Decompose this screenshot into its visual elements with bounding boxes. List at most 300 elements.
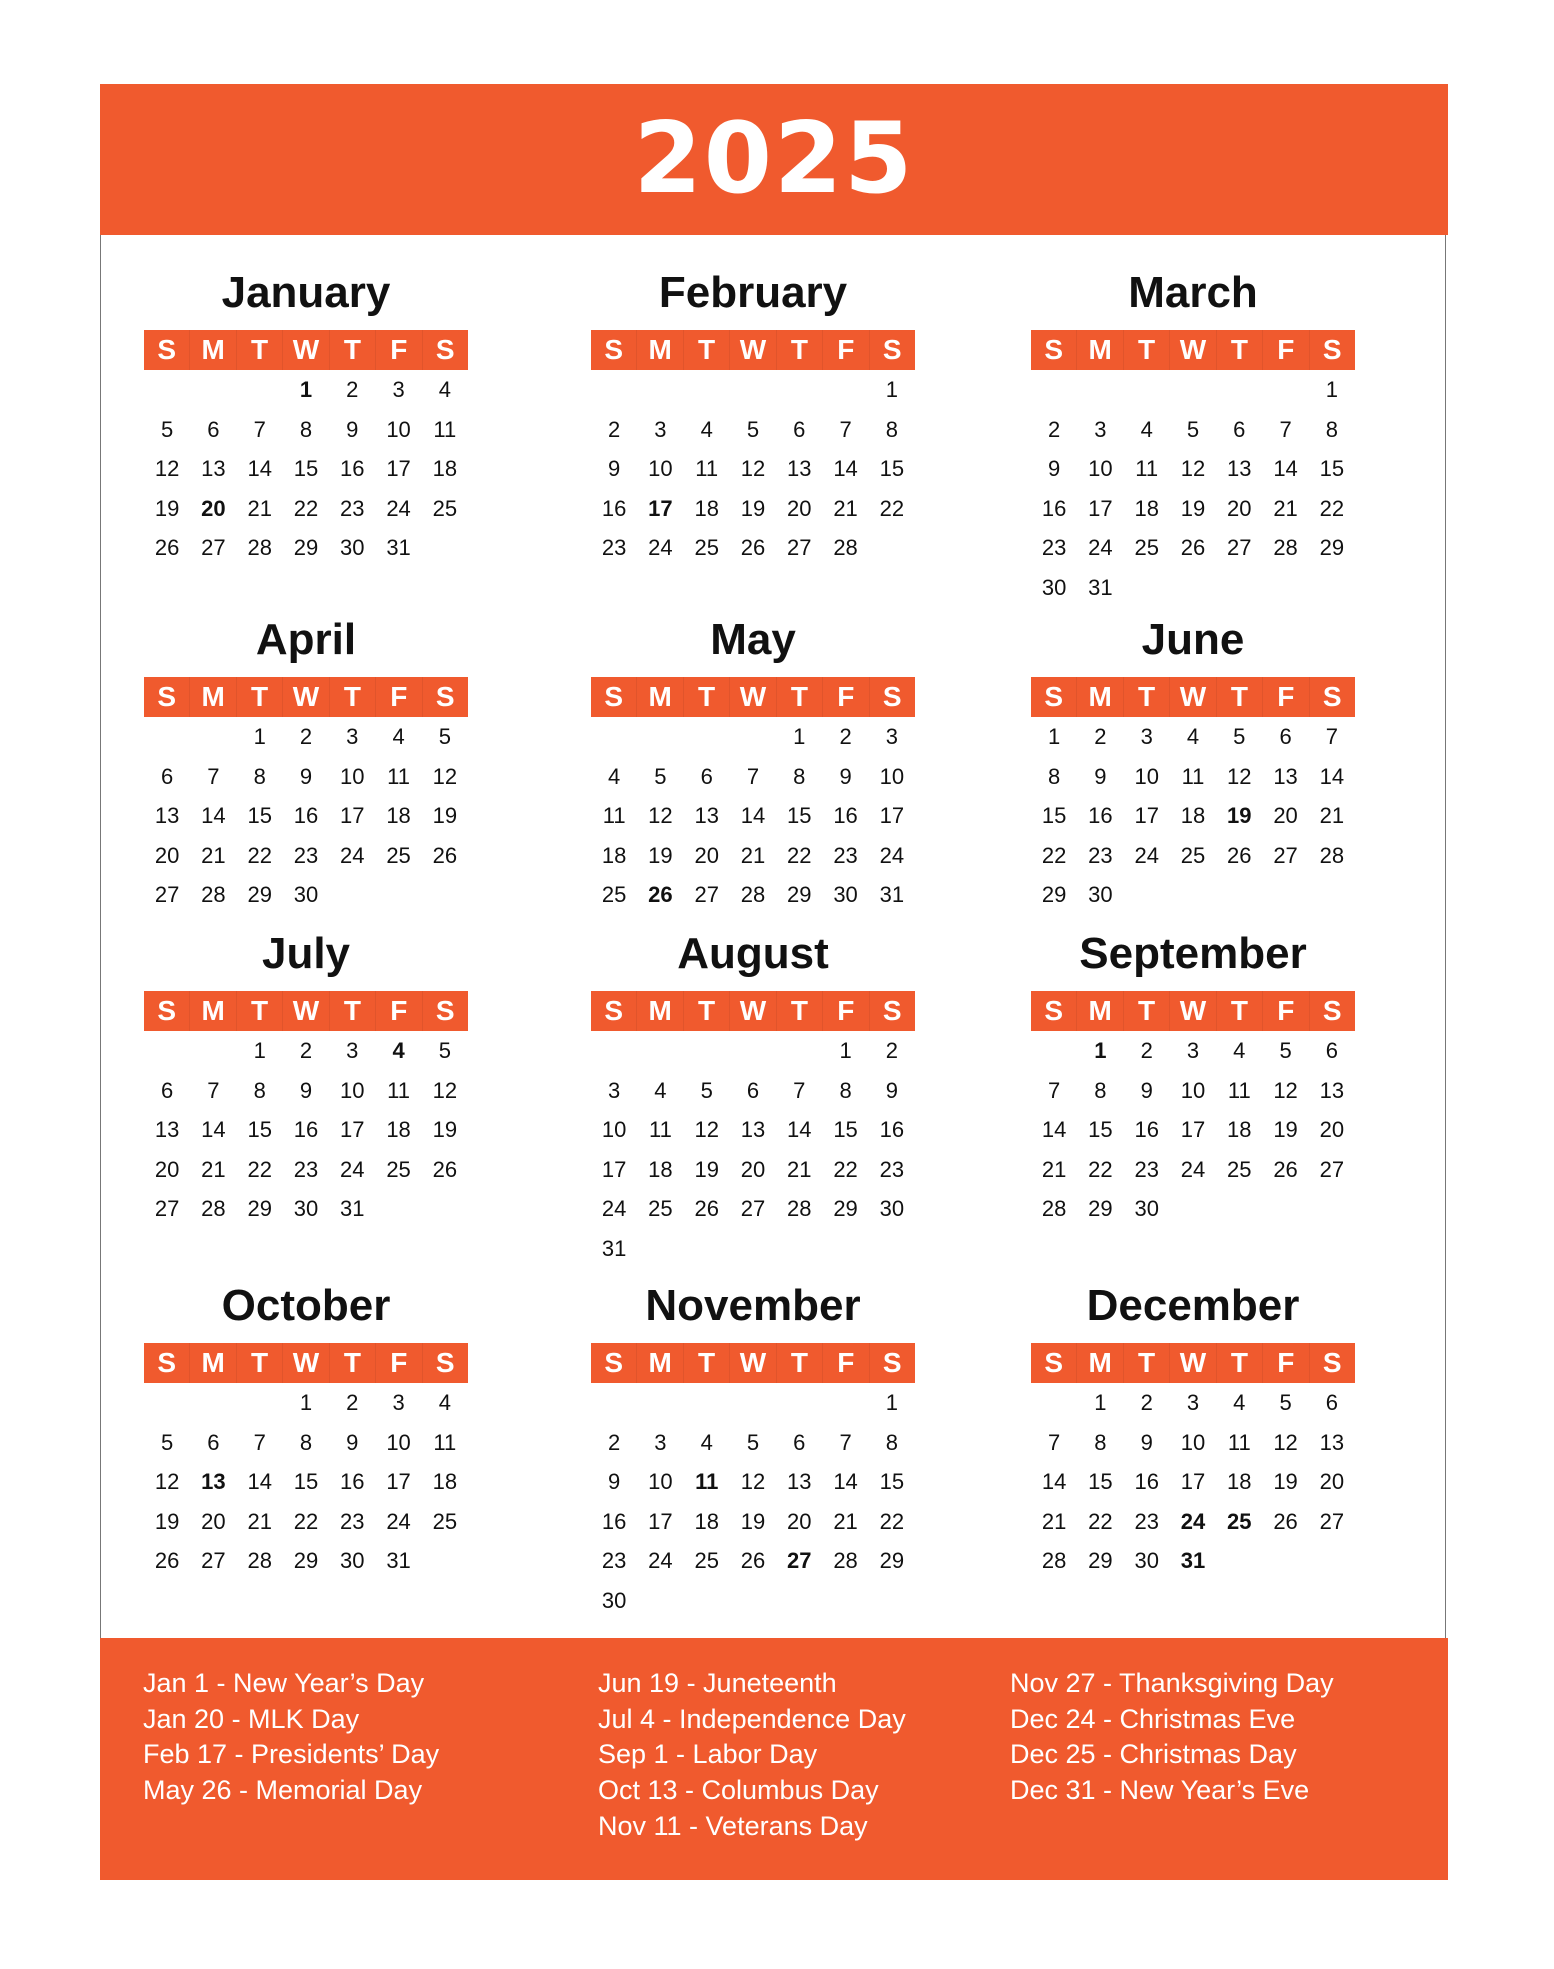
- month-january: [144, 268, 468, 568]
- day-cell: 4: [1140, 416, 1153, 442]
- weekday-label: W: [729, 991, 775, 1031]
- holiday-date: 25: [1227, 1508, 1252, 1534]
- day-cell: 26: [1273, 1156, 1298, 1182]
- day-cell: 21: [247, 495, 272, 521]
- day-cell: 6: [161, 763, 174, 789]
- empty-cell: [1077, 370, 1123, 410]
- month-may: [591, 615, 915, 915]
- day-cell: 24: [386, 1508, 411, 1534]
- day-cell: 20: [740, 1156, 766, 1182]
- empty-cell: [144, 370, 190, 410]
- day-cell: 19: [432, 1117, 458, 1143]
- day-cell: 12: [1180, 456, 1206, 482]
- holiday-item: May 26 - Memorial Day: [143, 1775, 423, 1806]
- day-cell: 13: [201, 456, 226, 482]
- holiday-item: Oct 13 - Columbus Day: [598, 1775, 879, 1806]
- day-cell: 2: [1140, 1390, 1153, 1415]
- day-cell: 21: [201, 842, 226, 868]
- day-cell: 1: [1048, 724, 1061, 749]
- day-cell: 3: [885, 724, 898, 749]
- empty-cell: [1262, 370, 1308, 410]
- day-cell: 23: [1134, 1156, 1159, 1182]
- day-cell: 2: [608, 416, 621, 442]
- day-cell: 23: [601, 535, 627, 561]
- day-cell: 20: [1273, 803, 1298, 829]
- weekday-label: T: [236, 677, 282, 717]
- day-cell: 7: [253, 1429, 266, 1455]
- day-cell: 1: [793, 724, 806, 749]
- day-cell: 23: [340, 495, 365, 521]
- day-cell: 30: [833, 882, 858, 908]
- weekday-label: S: [422, 991, 468, 1031]
- day-cell: 3: [392, 1390, 405, 1415]
- day-cell: 25: [1227, 1156, 1252, 1182]
- day-cell: 15: [293, 1469, 319, 1495]
- holiday-date: 27: [787, 1548, 812, 1574]
- empty-cell: [144, 1383, 190, 1423]
- weekday-label: W: [1169, 991, 1215, 1031]
- month-december: [1031, 1281, 1355, 1581]
- weekday-label: S: [1309, 1343, 1355, 1383]
- weekday-label: M: [636, 991, 682, 1031]
- day-cell: 19: [740, 495, 766, 521]
- day-cell: 14: [833, 1469, 858, 1495]
- weekday-label: F: [822, 1343, 868, 1383]
- day-cell: 22: [247, 842, 272, 868]
- day-cell: 24: [648, 1548, 673, 1574]
- day-cell: 9: [608, 1469, 621, 1495]
- empty-cell: [1170, 370, 1216, 410]
- day-cell: 5: [654, 763, 667, 789]
- day-cell: 2: [608, 1429, 621, 1455]
- holiday-item: Jan 1 - New Year’s Day: [143, 1668, 425, 1698]
- day-cell: 22: [293, 1508, 319, 1534]
- weekday-label: F: [1262, 330, 1308, 370]
- day-cell: 21: [740, 842, 766, 868]
- empty-cell: [637, 717, 683, 757]
- day-cell: 31: [340, 1196, 365, 1222]
- day-cell: 27: [1227, 535, 1252, 561]
- month-title: January: [221, 268, 391, 317]
- day-cell: 31: [601, 1235, 627, 1261]
- day-cell: 9: [346, 416, 359, 442]
- day-cell: 30: [1088, 882, 1113, 908]
- weekday-header: [144, 1343, 468, 1383]
- day-cell: 26: [740, 535, 766, 561]
- day-cell: 30: [293, 882, 319, 908]
- day-cell: 11: [387, 763, 410, 789]
- day-cell: 9: [346, 1429, 359, 1455]
- empty-cell: [591, 370, 637, 410]
- day-cell: 20: [694, 842, 719, 868]
- day-grid: [591, 1031, 915, 1269]
- day-cell: 1: [839, 1038, 852, 1063]
- day-cell: 29: [247, 882, 272, 908]
- day-cell: 6: [207, 1429, 220, 1455]
- day-cell: 12: [154, 1469, 180, 1495]
- weekday-label: W: [1169, 1343, 1215, 1383]
- day-cell: 30: [1134, 1196, 1159, 1222]
- day-cell: 3: [346, 1038, 359, 1063]
- weekday-header: [591, 677, 915, 717]
- weekday-label: S: [1309, 330, 1355, 370]
- day-cell: 8: [793, 763, 806, 789]
- day-cell: 10: [1180, 1077, 1206, 1103]
- day-cell: 7: [1325, 724, 1338, 749]
- day-cell: 5: [1186, 416, 1200, 442]
- day-cell: 20: [1319, 1469, 1345, 1495]
- day-cell: 14: [833, 456, 858, 482]
- weekday-label: S: [1044, 681, 1064, 712]
- day-cell: 27: [1273, 842, 1298, 868]
- day-cell: 3: [392, 377, 405, 402]
- day-cell: 27: [201, 1548, 226, 1574]
- empty-cell: [1031, 1383, 1077, 1423]
- weekday-label: T: [683, 677, 729, 717]
- day-cell: 25: [432, 495, 458, 521]
- weekday-label: F: [1262, 991, 1308, 1031]
- day-cell: 14: [1041, 1469, 1067, 1495]
- day-cell: 15: [247, 803, 272, 829]
- weekday-label: S: [157, 334, 177, 365]
- month-title: November: [645, 1281, 861, 1330]
- weekday-label: T: [236, 1343, 282, 1383]
- day-cell: 7: [839, 416, 852, 442]
- weekday-label: T: [1216, 1343, 1262, 1383]
- month-title: March: [1128, 268, 1258, 317]
- holiday-date: 11: [695, 1469, 719, 1495]
- month-april: [144, 615, 468, 915]
- day-cell: 11: [433, 416, 457, 442]
- day-cell: 12: [1273, 1077, 1298, 1103]
- day-cell: 11: [602, 803, 626, 829]
- empty-cell: [637, 1031, 683, 1071]
- day-cell: 9: [1048, 456, 1061, 482]
- day-cell: 13: [787, 456, 812, 482]
- day-cell: 8: [839, 1077, 852, 1103]
- day-cell: 9: [608, 456, 621, 482]
- day-cell: 1: [1325, 377, 1338, 402]
- day-cell: 27: [154, 1196, 180, 1222]
- empty-cell: [776, 1383, 822, 1423]
- day-cell: 24: [879, 842, 905, 868]
- day-cell: 17: [648, 1508, 673, 1534]
- holiday-date: 19: [1227, 803, 1252, 829]
- weekday-label: T: [329, 1343, 375, 1383]
- day-cell: 27: [1319, 1508, 1345, 1534]
- weekday-label: S: [604, 995, 624, 1026]
- day-cell: 12: [740, 456, 766, 482]
- weekday-label: T: [329, 677, 375, 717]
- day-cell: 21: [247, 1508, 272, 1534]
- day-cell: 19: [648, 842, 673, 868]
- day-cell: 29: [1041, 882, 1067, 908]
- day-grid: [1031, 717, 1355, 915]
- day-cell: 26: [694, 1196, 719, 1222]
- day-cell: 29: [247, 1196, 272, 1222]
- day-cell: 17: [1180, 1117, 1206, 1143]
- day-cell: 4: [438, 1390, 451, 1415]
- month-september: [1031, 929, 1355, 1229]
- day-cell: 29: [879, 1548, 905, 1574]
- day-cell: 1: [253, 1038, 266, 1063]
- day-cell: 11: [649, 1117, 672, 1143]
- empty-cell: [144, 1031, 190, 1071]
- day-cell: 2: [346, 377, 359, 402]
- day-cell: 21: [833, 495, 858, 521]
- day-cell: 12: [432, 763, 458, 789]
- day-cell: 9: [1094, 763, 1107, 789]
- day-cell: 6: [1325, 1390, 1338, 1415]
- day-cell: 29: [1088, 1196, 1113, 1222]
- day-cell: 17: [1180, 1469, 1206, 1495]
- day-grid: [591, 717, 915, 915]
- day-cell: 4: [608, 763, 621, 789]
- weekday-label: F: [822, 330, 868, 370]
- day-cell: 23: [879, 1156, 905, 1182]
- day-cell: 17: [340, 803, 365, 829]
- weekday-label: T: [329, 330, 375, 370]
- day-cell: 24: [340, 842, 365, 868]
- weekday-label: M: [636, 1343, 682, 1383]
- weekday-label: F: [375, 991, 421, 1031]
- day-cell: 9: [839, 763, 852, 789]
- day-cell: 8: [1325, 416, 1338, 442]
- day-cell: 18: [694, 1508, 719, 1534]
- month-title: September: [1079, 929, 1307, 978]
- day-cell: 21: [1273, 495, 1298, 521]
- day-cell: 16: [1041, 495, 1067, 521]
- day-cell: 22: [1319, 495, 1345, 521]
- day-cell: 23: [1041, 535, 1067, 561]
- day-cell: 13: [154, 1117, 180, 1143]
- day-cell: 18: [601, 842, 627, 868]
- day-cell: 29: [293, 535, 319, 561]
- empty-cell: [730, 370, 776, 410]
- day-cell: 19: [1273, 1117, 1298, 1143]
- day-cell: 15: [1041, 803, 1067, 829]
- day-cell: 6: [793, 1429, 806, 1455]
- day-cell: 28: [787, 1196, 812, 1222]
- day-cell: 29: [833, 1196, 858, 1222]
- day-cell: 25: [694, 1548, 719, 1574]
- day-cell: 5: [161, 416, 174, 442]
- weekday-label: W: [282, 677, 328, 717]
- day-cell: 31: [386, 1548, 411, 1574]
- day-cell: 20: [1319, 1117, 1345, 1143]
- day-cell: 24: [601, 1196, 627, 1222]
- empty-cell: [730, 717, 776, 757]
- day-cell: 13: [694, 803, 719, 829]
- day-cell: 31: [1088, 574, 1113, 600]
- day-cell: 24: [340, 1156, 365, 1182]
- day-cell: 22: [787, 842, 812, 868]
- day-cell: 22: [1088, 1156, 1113, 1182]
- weekday-label: M: [189, 991, 235, 1031]
- day-cell: 13: [1273, 763, 1298, 789]
- day-cell: 4: [700, 416, 713, 442]
- day-cell: 26: [154, 1548, 180, 1574]
- empty-cell: [684, 370, 730, 410]
- weekday-label: M: [1076, 677, 1122, 717]
- holiday-date: 1: [299, 377, 313, 402]
- day-cell: 5: [1279, 1390, 1292, 1415]
- day-cell: 12: [1227, 763, 1252, 789]
- day-cell: 6: [1325, 1038, 1338, 1063]
- day-cell: 15: [787, 803, 812, 829]
- day-cell: 18: [386, 1117, 411, 1143]
- day-cell: 23: [1088, 842, 1113, 868]
- weekday-label: T: [1216, 330, 1262, 370]
- holiday-date: 24: [1180, 1508, 1206, 1534]
- weekday-label: F: [375, 330, 421, 370]
- day-cell: 17: [1088, 495, 1113, 521]
- day-cell: 22: [833, 1156, 858, 1182]
- day-cell: 9: [1140, 1429, 1153, 1455]
- day-cell: 16: [293, 803, 319, 829]
- day-cell: 18: [694, 495, 719, 521]
- day-cell: 15: [1319, 456, 1345, 482]
- weekday-label: T: [1123, 1343, 1169, 1383]
- day-cell: 30: [601, 1587, 627, 1613]
- day-cell: 30: [340, 1548, 365, 1574]
- empty-cell: [730, 1031, 776, 1071]
- weekday-label: M: [1076, 991, 1122, 1031]
- weekday-label: M: [1076, 330, 1122, 370]
- day-cell: 12: [432, 1077, 458, 1103]
- day-cell: 14: [201, 1117, 226, 1143]
- weekday-label: W: [282, 1343, 328, 1383]
- empty-cell: [237, 1383, 283, 1423]
- day-cell: 7: [1279, 416, 1292, 442]
- day-cell: 2: [839, 724, 852, 749]
- day-cell: 13: [154, 803, 180, 829]
- weekday-label: S: [422, 330, 468, 370]
- day-cell: 9: [1140, 1077, 1153, 1103]
- holiday-item: Sep 1 - Labor Day: [598, 1739, 818, 1770]
- holidays-footer: [100, 1638, 1448, 1880]
- day-cell: 14: [247, 456, 272, 482]
- weekday-label: T: [776, 991, 822, 1031]
- day-cell: 20: [201, 1508, 226, 1534]
- day-cell: 2: [1048, 416, 1061, 442]
- holiday-item: Jun 19 - Juneteenth: [598, 1668, 837, 1698]
- weekday-label: S: [1044, 995, 1064, 1026]
- weekday-label: M: [1076, 1343, 1122, 1383]
- day-cell: 1: [885, 1390, 898, 1415]
- day-cell: 14: [787, 1117, 812, 1143]
- empty-cell: [637, 1383, 683, 1423]
- day-grid: [144, 1383, 468, 1581]
- day-cell: 16: [1134, 1117, 1159, 1143]
- day-cell: 26: [1180, 535, 1206, 561]
- day-cell: 18: [432, 1469, 458, 1495]
- day-cell: 15: [879, 456, 905, 482]
- day-cell: 2: [1094, 724, 1107, 749]
- holiday-item: Feb 17 - Presidents’ Day: [143, 1739, 440, 1770]
- day-cell: 27: [1319, 1156, 1345, 1182]
- day-cell: 18: [1134, 495, 1159, 521]
- weekday-label: S: [869, 330, 915, 370]
- day-cell: 13: [1227, 456, 1252, 482]
- day-cell: 31: [386, 535, 411, 561]
- day-cell: 9: [299, 763, 313, 789]
- weekday-label: S: [1044, 1347, 1064, 1378]
- day-cell: 12: [740, 1469, 766, 1495]
- day-cell: 2: [1140, 1038, 1153, 1063]
- day-cell: 1: [1094, 1390, 1107, 1415]
- day-cell: 21: [1041, 1508, 1067, 1534]
- day-cell: 7: [1048, 1077, 1061, 1103]
- day-cell: 17: [879, 803, 905, 829]
- holiday-item: Jan 20 - MLK Day: [143, 1703, 360, 1734]
- day-cell: 23: [1134, 1508, 1159, 1534]
- day-cell: 16: [340, 1469, 365, 1495]
- day-cell: 22: [1088, 1508, 1113, 1534]
- day-cell: 8: [299, 1429, 313, 1455]
- day-cell: 12: [154, 456, 180, 482]
- weekday-label: F: [822, 677, 868, 717]
- day-cell: 10: [386, 416, 411, 442]
- day-cell: 8: [299, 416, 313, 442]
- day-cell: 11: [433, 1429, 457, 1455]
- weekday-label: S: [1309, 677, 1355, 717]
- day-cell: 25: [601, 882, 627, 908]
- day-cell: 25: [432, 1508, 458, 1534]
- holiday-date: 4: [392, 1038, 405, 1063]
- day-cell: 15: [1088, 1469, 1113, 1495]
- weekday-label: T: [683, 1343, 729, 1383]
- holiday-date: 1: [1094, 1038, 1107, 1063]
- day-cell: 17: [386, 1469, 411, 1495]
- day-cell: 10: [601, 1117, 627, 1143]
- day-cell: 10: [1180, 1429, 1206, 1455]
- day-cell: 29: [293, 1548, 319, 1574]
- day-cell: 8: [885, 416, 898, 442]
- day-cell: 24: [648, 535, 673, 561]
- month-title: October: [221, 1281, 391, 1330]
- weekday-label: S: [157, 995, 177, 1026]
- day-cell: 21: [833, 1508, 858, 1534]
- weekday-header: [144, 991, 468, 1031]
- day-cell: 15: [833, 1117, 858, 1143]
- month-title: July: [261, 929, 351, 978]
- day-grid: [144, 370, 468, 568]
- month-june: [1031, 615, 1355, 915]
- day-cell: 7: [839, 1429, 852, 1455]
- weekday-label: M: [189, 1343, 235, 1383]
- day-cell: 30: [340, 535, 365, 561]
- day-cell: 20: [1227, 495, 1252, 521]
- holiday-date: 26: [648, 882, 673, 908]
- day-cell: 26: [1227, 842, 1252, 868]
- day-cell: 16: [601, 1508, 627, 1534]
- weekday-header: [1031, 1343, 1355, 1383]
- holiday-column-2: [598, 1666, 906, 1844]
- empty-cell: [1031, 370, 1077, 410]
- empty-cell: [144, 717, 190, 757]
- empty-cell: [237, 370, 283, 410]
- month-title: April: [255, 615, 357, 664]
- day-cell: 17: [601, 1156, 627, 1182]
- day-cell: 1: [253, 724, 266, 749]
- weekday-label: W: [1169, 330, 1215, 370]
- day-cell: 27: [787, 535, 812, 561]
- weekday-label: W: [729, 677, 775, 717]
- day-cell: 22: [1041, 842, 1067, 868]
- holiday-column-1: [143, 1666, 439, 1809]
- empty-cell: [822, 1383, 868, 1423]
